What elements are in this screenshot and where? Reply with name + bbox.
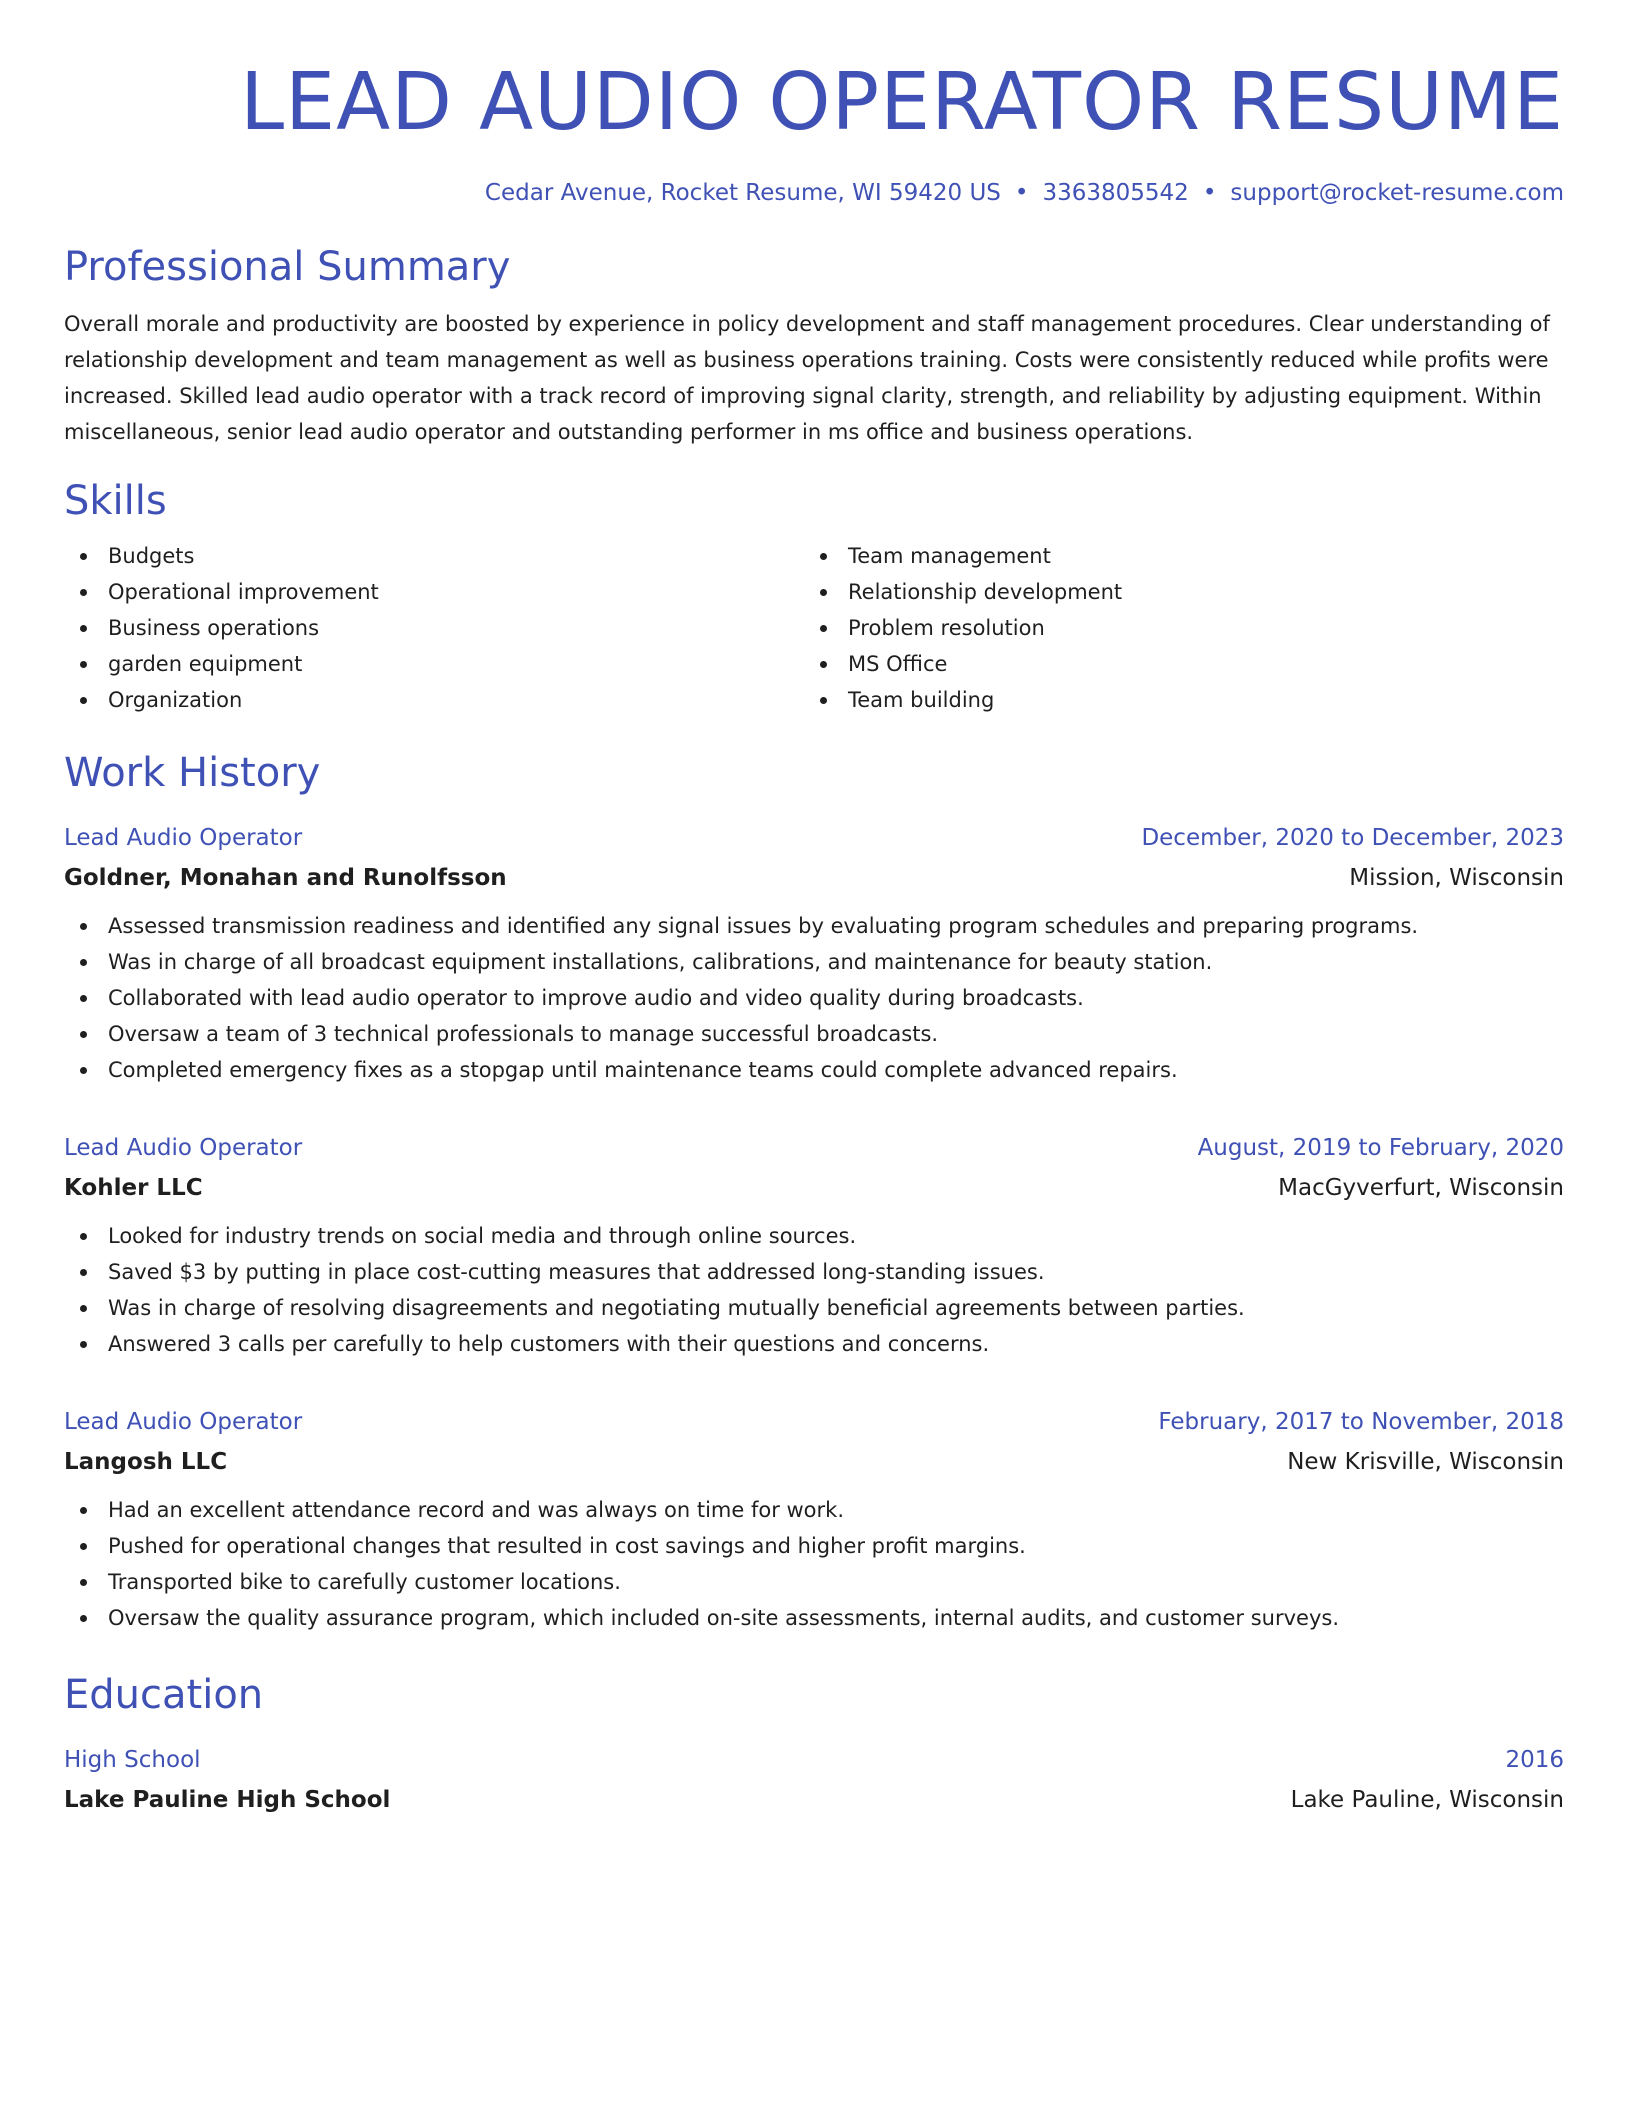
summary-text: Overall morale and productivity are boosted by experience in policy development and staff management procedures. Clear understanding of relationship development and team management as well as business operations training. Costs were consistently reduced while profits were increased. Skilled lead audio operator with a track record of improving signal clarity, strength, and reliability by adjusting equipment. Within miscellaneous, senior lead audio operator and outstanding performer in ms office and business operations.: [64, 312, 1550, 444]
job-bullets: [64, 1218, 1564, 1362]
skill-item: MS Office: [804, 646, 1564, 682]
bullet-icon: [820, 553, 827, 560]
education-heading: Education: [64, 1672, 264, 1718]
job-header: [64, 1128, 1564, 1168]
education-degree: High School: [64, 1747, 201, 1773]
job-bullet: Looked for industry trends on social media and through online sources.: [64, 1218, 1564, 1254]
job-dates: February, 2017 to November, 2018: [1158, 1409, 1564, 1435]
job-location: MacGyverfurt, Wisconsin: [1278, 1175, 1564, 1201]
resume-title: LEAD AUDIO OPERATOR RESUME: [240, 56, 1564, 148]
bullet-icon: [80, 1269, 87, 1276]
skills-column-right: [804, 538, 1564, 718]
job-bullet: Oversaw the quality assurance program, which included on-site assessments, internal audits, and customer surveys.: [64, 1600, 1564, 1636]
job-header: [64, 1402, 1564, 1442]
job-company: Kohler LLC: [64, 1175, 203, 1201]
bullet-icon: [80, 625, 87, 632]
job-entry: [64, 818, 1564, 1088]
bullet-icon: [820, 661, 827, 668]
job-bullet: Assessed transmission readiness and identified any signal issues by evaluating program schedules and preparing programs.: [64, 908, 1564, 944]
summary-heading: Professional Summary: [64, 244, 511, 290]
job-bullet: Transported bike to carefully customer locations.: [64, 1564, 1564, 1600]
bullet-icon: [80, 553, 87, 560]
job-location: New Krisville, Wisconsin: [1287, 1449, 1564, 1475]
skills-list: [64, 538, 1564, 718]
bullet-icon: [80, 1507, 87, 1514]
skill-item: Problem resolution: [804, 610, 1564, 646]
bullet-icon: [80, 589, 87, 596]
job-bullet: Pushed for operational changes that resulted in cost savings and higher profit margins.: [64, 1528, 1564, 1564]
bullet-icon: [80, 1615, 87, 1622]
skill-item: Organization: [64, 682, 804, 718]
job-bullet: Was in charge of all broadcast equipment installations, calibrations, and maintenance for beauty station.: [64, 944, 1564, 980]
education-year: 2016: [1505, 1747, 1564, 1773]
skill-item: garden equipment: [64, 646, 804, 682]
contact-line: [64, 178, 1564, 208]
job-bullets: [64, 908, 1564, 1088]
skill-item: Operational improvement: [64, 574, 804, 610]
job-title: Lead Audio Operator: [64, 1135, 303, 1161]
bullet-icon: [80, 1341, 87, 1348]
job-entry: [64, 1128, 1564, 1362]
skills-heading: Skills: [64, 478, 167, 524]
contact-phone: 3363805542: [1042, 180, 1189, 206]
job-title: Lead Audio Operator: [64, 1409, 303, 1435]
job-bullet: Answered 3 calls per carefully to help customers with their questions and concerns.: [64, 1326, 1564, 1362]
job-bullet: Oversaw a team of 3 technical professionals to manage successful broadcasts.: [64, 1016, 1564, 1052]
education-entry: [64, 1740, 1564, 1820]
bullet-icon: [80, 1579, 87, 1586]
bullet-icon: [80, 1031, 87, 1038]
bullet-icon: [80, 697, 87, 704]
bullet-icon: [80, 995, 87, 1002]
job-dates: December, 2020 to December, 2023: [1141, 825, 1564, 851]
contact-address: Cedar Avenue, Rocket Resume, WI 59420 US: [484, 180, 1001, 206]
job-subheader: [64, 1442, 1564, 1482]
job-subheader: [64, 858, 1564, 898]
job-dates: August, 2019 to February, 2020: [1197, 1135, 1564, 1161]
job-subheader: [64, 1168, 1564, 1208]
job-bullet: Collaborated with lead audio operator to improve audio and video quality during broadcasts.: [64, 980, 1564, 1016]
education-header: [64, 1740, 1564, 1780]
job-bullet: Completed emergency fixes as a stopgap until maintenance teams could complete advanced repairs.: [64, 1052, 1564, 1088]
bullet-icon: [80, 1067, 87, 1074]
bullet-icon: [80, 1305, 87, 1312]
job-company: Goldner, Monahan and Runolfsson: [64, 865, 507, 891]
education-location: Lake Pauline, Wisconsin: [1290, 1787, 1564, 1813]
skill-item: Budgets: [64, 538, 804, 574]
contact-email: support@rocket-resume.com: [1230, 180, 1564, 206]
bullet-icon: [80, 923, 87, 930]
skills-column-left: [64, 538, 804, 718]
education-subheader: [64, 1780, 1564, 1820]
job-bullet: Saved $3 by putting in place cost-cutting measures that addressed long-standing issues.: [64, 1254, 1564, 1290]
bullet-icon: [80, 1233, 87, 1240]
bullet-icon: [820, 625, 827, 632]
bullet-icon: [820, 697, 827, 704]
work-history-heading: Work History: [64, 750, 321, 796]
contact-separator: •: [1014, 180, 1029, 206]
job-bullets: [64, 1492, 1564, 1636]
job-location: Mission, Wisconsin: [1349, 865, 1564, 891]
bullet-icon: [80, 661, 87, 668]
education-school: Lake Pauline High School: [64, 1787, 391, 1813]
job-entry: [64, 1402, 1564, 1636]
bullet-icon: [80, 1543, 87, 1550]
skill-item: Team building: [804, 682, 1564, 718]
skill-item: Team management: [804, 538, 1564, 574]
job-title: Lead Audio Operator: [64, 825, 303, 851]
job-company: Langosh LLC: [64, 1449, 228, 1475]
job-bullet: Had an excellent attendance record and was always on time for work.: [64, 1492, 1564, 1528]
skill-item: Business operations: [64, 610, 804, 646]
bullet-icon: [80, 959, 87, 966]
skill-item: Relationship development: [804, 574, 1564, 610]
bullet-icon: [820, 589, 827, 596]
contact-separator: •: [1202, 180, 1217, 206]
job-bullet: Was in charge of resolving disagreements and negotiating mutually beneficial agreements between parties.: [64, 1290, 1564, 1326]
job-header: [64, 818, 1564, 858]
